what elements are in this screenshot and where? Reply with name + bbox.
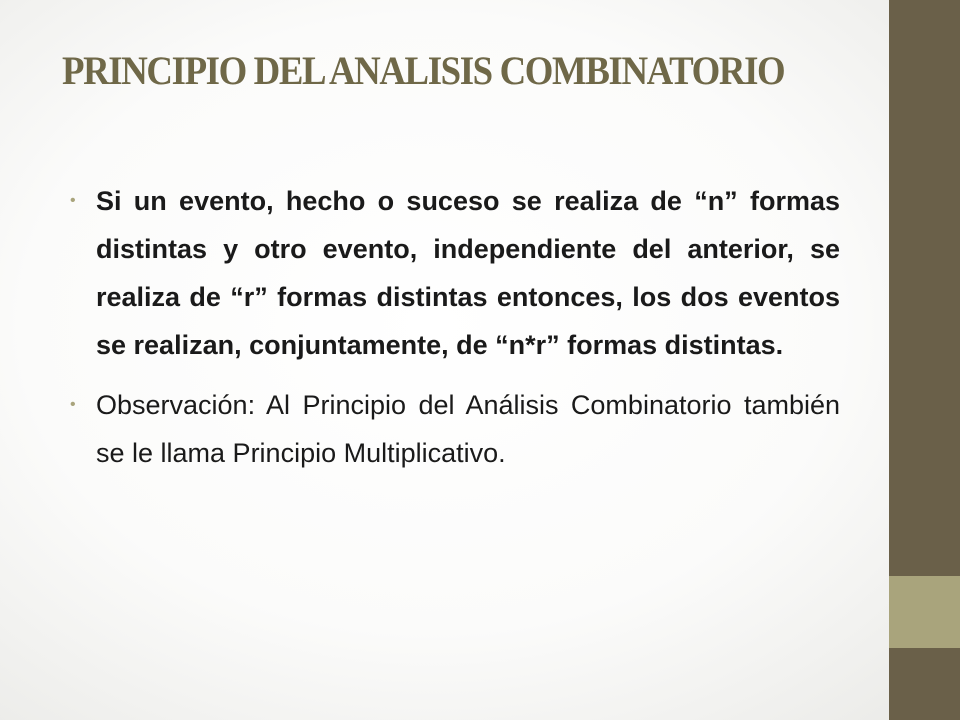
side-decoration-bar: [889, 0, 960, 720]
bullet-dot-icon: •: [70, 192, 76, 209]
slide-title: PRINCIPIO DEL ANALISIS COMBINATORIO: [62, 48, 785, 93]
bullet-item-definition: [70, 177, 840, 369]
side-bar-top-block: [889, 0, 960, 574]
bullet-text-observation: Observación: Al Principio del Análisis Combinatorio también se le llama Principio Multiplicativo.: [96, 390, 840, 468]
bullet-item-observation: [70, 381, 840, 477]
slide-content: [70, 177, 840, 489]
side-bar-accent-block: [889, 576, 960, 648]
bullet-text-definition: Si un evento, hecho o suceso se realiza de “n” formas distintas y otro evento, independiente del anterior, se realiza de “r” formas distintas entonces, los dos eventos se realizan, conjuntamente, de “n*r” formas distintas.: [96, 186, 840, 360]
side-bar-bottom-block: [889, 650, 960, 720]
bullet-dot-icon: •: [70, 396, 76, 413]
